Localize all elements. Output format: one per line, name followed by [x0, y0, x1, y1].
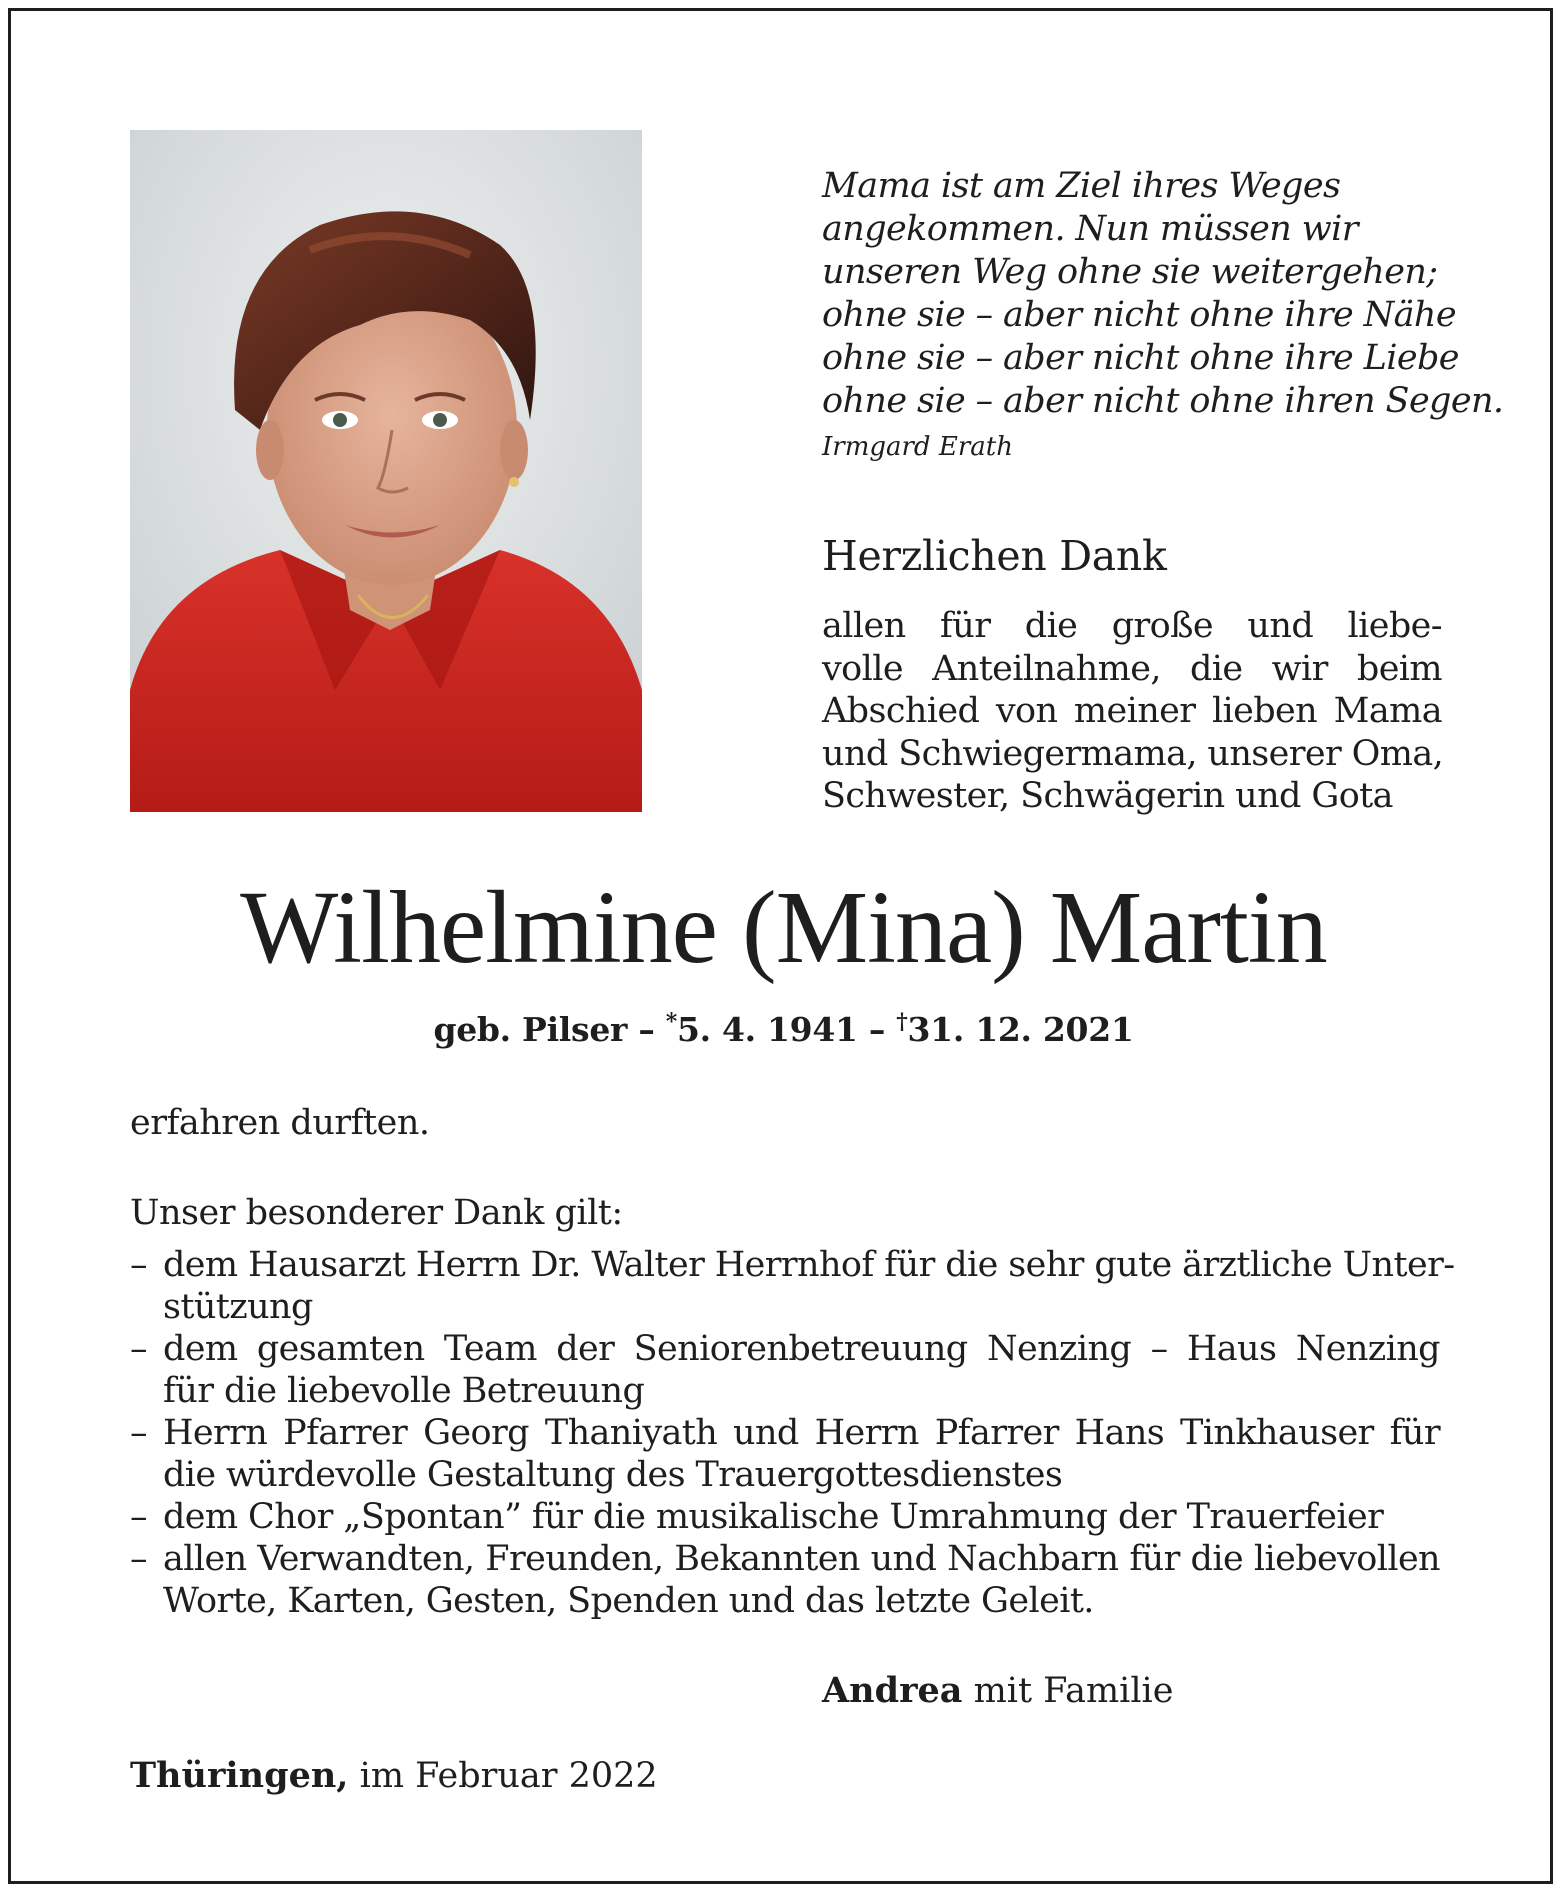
separator: – — [638, 1010, 655, 1049]
list-line: stützung — [163, 1287, 313, 1327]
list-line: die würdevolle Gestaltung des Trauergottesdienstes — [163, 1455, 1063, 1495]
special-thanks-heading: Unser besonderer Dank gilt: — [130, 1193, 623, 1233]
list-item — [130, 1496, 1440, 1538]
list-line: dem gesamten Team der Seniorenbetreuung Nenzing – Haus Nenzing — [163, 1329, 1440, 1369]
list-item — [130, 1328, 1440, 1412]
dash-bullet: – — [130, 1413, 147, 1453]
list-item — [130, 1244, 1455, 1328]
death-symbol: † — [896, 1009, 908, 1035]
birth-symbol: * — [665, 1009, 677, 1035]
life-dates — [0, 1009, 1567, 1049]
list-line: dem Chor „Spontan” für die musikalische Umrahmung der Trauerfeier — [163, 1497, 1384, 1537]
thanks-line: Abschied von meiner lieben Mama — [822, 691, 1442, 731]
dash-bullet: – — [130, 1329, 147, 1369]
special-thanks-list — [130, 1244, 1455, 1622]
list-line: für die liebevolle Betreuung — [163, 1371, 645, 1411]
dash-bullet: – — [130, 1245, 147, 1285]
separator: – — [868, 1010, 886, 1049]
intro-continuation: erfahren durften. — [130, 1103, 430, 1143]
place-name: Thüringen, — [130, 1755, 349, 1796]
thanks-paragraph — [822, 605, 1442, 818]
quote-line: ohne sie – aber nicht ohne ihre Nähe — [822, 295, 1456, 335]
quote-line: ohne sie – aber nicht ohne ihren Segen. — [822, 381, 1504, 421]
portrait-image — [130, 130, 642, 812]
thanks-line: Schwester, Schwägerin und Gota — [822, 776, 1393, 816]
death-date: 31. 12. 2021 — [907, 1010, 1134, 1049]
signature — [822, 1670, 1173, 1711]
place-date — [130, 1755, 658, 1796]
thanks-line: volle Anteilnahme, die wir beim — [822, 648, 1442, 689]
portrait-photo — [130, 130, 642, 812]
dash-bullet: – — [130, 1497, 147, 1537]
place-date-text: im Februar 2022 — [348, 1756, 658, 1796]
list-item — [130, 1538, 1440, 1622]
quote-author: Irmgard Erath — [822, 432, 1013, 462]
list-line: dem Hausarzt Herrn Dr. Walter Herrnhof für die sehr gute ärztliche Unter- — [163, 1245, 1455, 1285]
list-line: allen Verwandten, Freunden, Bekannten und Nachbarn für die liebevollen — [163, 1539, 1440, 1579]
quote-line: angekommen. Nun müssen wir — [822, 209, 1358, 249]
birth-name: geb. Pilser — [433, 1010, 628, 1049]
signature-rest: mit Familie — [962, 1671, 1174, 1711]
deceased-name: Wilhelmine (Mina) Martin — [240, 870, 1327, 985]
list-line: Herrn Pfarrer Georg Thaniyath und Herrn Pfarrer Hans Tinkhauser für — [163, 1413, 1440, 1453]
list-item — [130, 1412, 1440, 1496]
thanks-heading: Herzlichen Dank — [822, 532, 1167, 580]
quote-line: ohne sie – aber nicht ohne ihre Liebe — [822, 338, 1459, 378]
signature-name: Andrea — [822, 1670, 963, 1711]
dash-bullet: – — [130, 1539, 147, 1579]
thanks-line: und Schwiegermama, unserer Oma, — [822, 733, 1444, 774]
memorial-quote — [822, 165, 1504, 423]
quote-line: unseren Weg ohne sie weitergehen; — [822, 252, 1438, 292]
birth-date: 5. 4. 1941 — [676, 1010, 858, 1049]
thanks-line: allen für die große und liebe- — [822, 606, 1442, 646]
list-line: Worte, Karten, Gesten, Spenden und das letzte Geleit. — [163, 1581, 1094, 1621]
quote-line: Mama ist am Ziel ihres Weges — [822, 166, 1341, 206]
